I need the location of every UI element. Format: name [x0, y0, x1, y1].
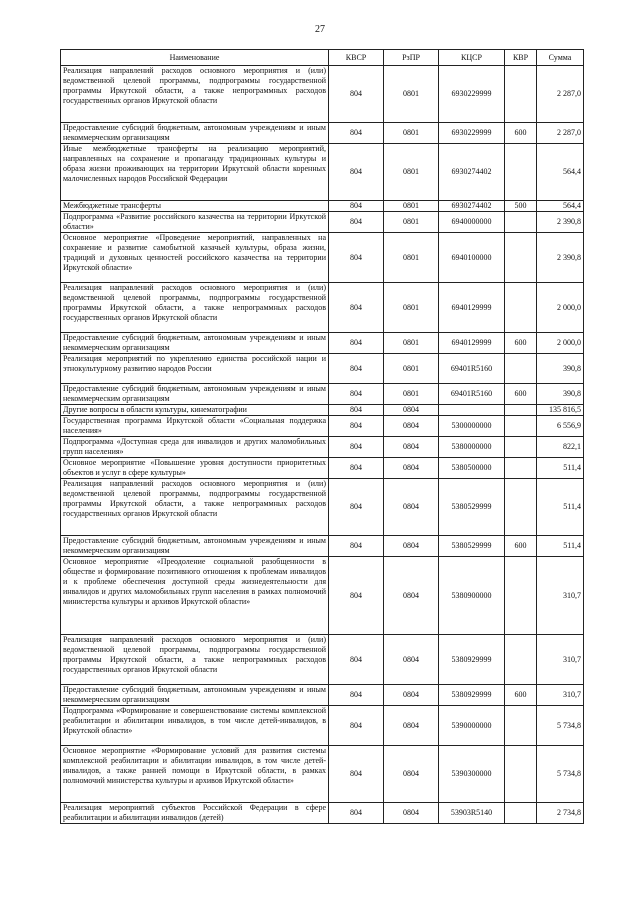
cell-name: Реализация направлений расходов основного мероприятия и (или) ведомственной целевой программы, подпрограммы государственной программы Иркутской области, а также непрограммных расходов государственных органов Иркутской области [61, 479, 329, 536]
cell-kcsr: 5380929999 [439, 635, 505, 685]
cell-kvr [505, 458, 537, 479]
table-row [61, 706, 584, 746]
table-row [61, 685, 584, 706]
cell-name: Реализация направлений расходов основного мероприятия и (или) ведомственной целевой программы, подпрограммы государственной программы Иркутской области, а также непрограммных расходов государственных органов Иркутской области [61, 283, 329, 333]
cell-kvsr: 804 [329, 557, 384, 635]
cell-kcsr: 6940129999 [439, 283, 505, 333]
table-row [61, 212, 584, 233]
cell-kcsr: 53903R5140 [439, 803, 505, 824]
cell-sum: 310,7 [537, 557, 584, 635]
cell-sum: 822,1 [537, 437, 584, 458]
cell-name: Предоставление субсидий бюджетным, автономным учреждениям и иным некоммерческим организациям [61, 333, 329, 354]
cell-kcsr: 5380529999 [439, 536, 505, 557]
table-row [61, 233, 584, 283]
cell-sum: 2 390,8 [537, 212, 584, 233]
table-row [61, 384, 584, 405]
cell-kcsr: 5380529999 [439, 479, 505, 536]
cell-sum: 390,8 [537, 384, 584, 405]
cell-kcsr: 5380929999 [439, 685, 505, 706]
cell-kcsr: 5390300000 [439, 746, 505, 803]
table-row [61, 416, 584, 437]
cell-name: Другие вопросы в области культуры, кинематографии [61, 405, 329, 416]
cell-kcsr: 6930229999 [439, 123, 505, 144]
cell-rzpr: 0801 [384, 233, 439, 283]
cell-name: Предоставление субсидий бюджетным, автономным учреждениям и иным некоммерческим организациям [61, 685, 329, 706]
cell-kcsr: 5380000000 [439, 437, 505, 458]
cell-name: Подпрограмма «Доступная среда для инвалидов и других маломобильных групп населения» [61, 437, 329, 458]
cell-rzpr: 0804 [384, 557, 439, 635]
cell-kvr: 600 [505, 536, 537, 557]
cell-sum: 2 000,0 [537, 333, 584, 354]
cell-kvr: 500 [505, 201, 537, 212]
cell-kcsr: 69401R5160 [439, 354, 505, 384]
cell-rzpr: 0801 [384, 384, 439, 405]
cell-rzpr: 0801 [384, 283, 439, 333]
table-row [61, 354, 584, 384]
cell-kvsr: 804 [329, 536, 384, 557]
cell-sum: 511,4 [537, 536, 584, 557]
cell-kcsr: 6930274402 [439, 144, 505, 201]
cell-sum: 5 734,8 [537, 706, 584, 746]
table-row [61, 746, 584, 803]
table-row [61, 283, 584, 333]
cell-sum: 511,4 [537, 458, 584, 479]
cell-rzpr: 0804 [384, 458, 439, 479]
cell-kvsr: 804 [329, 233, 384, 283]
cell-kcsr: 6930274402 [439, 201, 505, 212]
cell-sum: 2 287,0 [537, 66, 584, 123]
cell-sum: 2 000,0 [537, 283, 584, 333]
table-row [61, 144, 584, 201]
cell-rzpr: 0804 [384, 803, 439, 824]
cell-name: Реализация направлений расходов основного мероприятия и (или) ведомственной целевой программы, подпрограммы государственной программы Иркутской области, а также непрограммных расходов государственных органов Иркутской области [61, 635, 329, 685]
cell-kvr: 600 [505, 333, 537, 354]
header-kcsr: КЦСР [439, 50, 505, 66]
cell-kcsr: 6940129999 [439, 333, 505, 354]
table-row [61, 479, 584, 536]
table-row [61, 405, 584, 416]
cell-sum: 6 556,9 [537, 416, 584, 437]
cell-rzpr: 0801 [384, 201, 439, 212]
table-row [61, 437, 584, 458]
cell-kvr: 600 [505, 685, 537, 706]
cell-name: Основное мероприятие «Формирование условий для развития системы комплексной реабилитации и абилитации инвалидов, в том числе детей-инвалидов, а также ранней помощи в Иркутской области, в рамках полномочий министерства культуры и архивов Иркутской области» [61, 746, 329, 803]
cell-sum: 390,8 [537, 354, 584, 384]
cell-rzpr: 0804 [384, 416, 439, 437]
cell-rzpr: 0801 [384, 144, 439, 201]
cell-rzpr: 0801 [384, 123, 439, 144]
cell-rzpr: 0804 [384, 536, 439, 557]
cell-name: Реализация мероприятий субъектов Российской Федерации в сфере реабилитации и абилитации инвалидов (детей) [61, 803, 329, 824]
cell-kvsr: 804 [329, 144, 384, 201]
cell-kvsr: 804 [329, 746, 384, 803]
cell-kvsr: 804 [329, 283, 384, 333]
header-sum: Сумма [537, 50, 584, 66]
cell-rzpr: 0801 [384, 66, 439, 123]
budget-table [60, 49, 584, 824]
cell-kcsr [439, 405, 505, 416]
cell-kcsr: 5380500000 [439, 458, 505, 479]
cell-kvr [505, 212, 537, 233]
cell-name: Подпрограмма «Формирование и совершенствование системы комплексной реабилитации и абилитации инвалидов, в том числе детей-инвалидов, в Иркутской области» [61, 706, 329, 746]
page-number: 27 [315, 24, 325, 35]
cell-kvsr: 804 [329, 66, 384, 123]
cell-kvsr: 804 [329, 706, 384, 746]
cell-kvsr: 804 [329, 685, 384, 706]
cell-kvr [505, 416, 537, 437]
cell-kvr [505, 746, 537, 803]
cell-sum: 310,7 [537, 685, 584, 706]
table-body [61, 66, 584, 824]
cell-kvr [505, 233, 537, 283]
cell-kvsr: 804 [329, 479, 384, 536]
cell-rzpr: 0804 [384, 479, 439, 536]
cell-kvsr: 804 [329, 458, 384, 479]
table-row [61, 635, 584, 685]
cell-name: Предоставление субсидий бюджетным, автономным учреждениям и иным некоммерческим организациям [61, 123, 329, 144]
cell-name: Основное мероприятие «Преодоление социальной разобщенности в обществе и формирование позитивного отношения к проблемам инвалидов и к проблеме обеспечения доступной среды жизнедеятельности для инвалидов и других маломобильных групп населения в рамках полномочий министерства культуры и архивов Иркутской области» [61, 557, 329, 635]
cell-sum: 511,4 [537, 479, 584, 536]
cell-sum: 564,4 [537, 201, 584, 212]
cell-kvsr: 804 [329, 437, 384, 458]
cell-name: Реализация направлений расходов основного мероприятия и (или) ведомственной целевой программы, подпрограммы государственной программы Иркутской области, а также непрограммных расходов государственных органов Иркутской области [61, 66, 329, 123]
header-kvr: КВР [505, 50, 537, 66]
cell-kvsr: 804 [329, 416, 384, 437]
cell-sum: 2 734,8 [537, 803, 584, 824]
cell-rzpr: 0801 [384, 333, 439, 354]
cell-rzpr: 0804 [384, 437, 439, 458]
cell-sum: 2 390,8 [537, 233, 584, 283]
cell-kcsr: 69401R5160 [439, 384, 505, 405]
cell-name: Реализация мероприятий по укреплению единства российской нации и этнокультурному развитию народов России [61, 354, 329, 384]
cell-rzpr: 0804 [384, 635, 439, 685]
cell-name: Основное мероприятие «Повышение уровня доступности приоритетных объектов и услуг в сфере культуры» [61, 458, 329, 479]
cell-kvr [505, 803, 537, 824]
cell-kvr: 600 [505, 384, 537, 405]
cell-kvr: 600 [505, 123, 537, 144]
cell-rzpr: 0801 [384, 354, 439, 384]
cell-kvsr: 804 [329, 803, 384, 824]
cell-rzpr: 0804 [384, 706, 439, 746]
table-row [61, 123, 584, 144]
cell-kvr [505, 479, 537, 536]
table-header-row [61, 50, 584, 66]
cell-kcsr: 6940000000 [439, 212, 505, 233]
cell-kvsr: 804 [329, 384, 384, 405]
cell-kcsr: 6930229999 [439, 66, 505, 123]
cell-name: Государственная программа Иркутской области «Социальная поддержка населения» [61, 416, 329, 437]
cell-kvr [505, 144, 537, 201]
cell-kcsr: 5380900000 [439, 557, 505, 635]
cell-name: Основное мероприятие «Проведение мероприятий, направленных на сохранение и развитие самобытной казачьей культуры, образа жизни, традиций и духовных ценностей российского казачества на территории Иркутской области» [61, 233, 329, 283]
cell-kcsr: 5300000000 [439, 416, 505, 437]
cell-name: Подпрограмма «Развитие российского казачества на территории Иркутской области» [61, 212, 329, 233]
cell-sum: 5 734,8 [537, 746, 584, 803]
cell-kvr [505, 635, 537, 685]
table-row [61, 201, 584, 212]
cell-kvsr: 804 [329, 123, 384, 144]
cell-kvsr: 804 [329, 354, 384, 384]
table-row [61, 557, 584, 635]
cell-kcsr: 5390000000 [439, 706, 505, 746]
cell-kvr [505, 66, 537, 123]
table-row [61, 333, 584, 354]
header-kvsr: КВСР [329, 50, 384, 66]
cell-kvr [505, 354, 537, 384]
cell-kvsr: 804 [329, 201, 384, 212]
table-row [61, 536, 584, 557]
cell-sum: 135 816,5 [537, 405, 584, 416]
cell-rzpr: 0804 [384, 746, 439, 803]
cell-name: Межбюджетные трансферты [61, 201, 329, 212]
table-row [61, 66, 584, 123]
cell-rzpr: 0804 [384, 685, 439, 706]
cell-sum: 2 287,0 [537, 123, 584, 144]
cell-name: Предоставление субсидий бюджетным, автономным учреждениям и иным некоммерческим организациям [61, 384, 329, 405]
cell-kvr [505, 405, 537, 416]
cell-sum: 564,4 [537, 144, 584, 201]
cell-name: Предоставление субсидий бюджетным, автономным учреждениям и иным некоммерческим организациям [61, 536, 329, 557]
cell-kvr [505, 557, 537, 635]
table-row [61, 458, 584, 479]
cell-rzpr: 0804 [384, 405, 439, 416]
cell-sum: 310,7 [537, 635, 584, 685]
table-row [61, 803, 584, 824]
cell-kvsr: 804 [329, 333, 384, 354]
cell-rzpr: 0801 [384, 212, 439, 233]
header-name: Наименование [61, 50, 329, 66]
cell-kvr [505, 706, 537, 746]
cell-kvsr: 804 [329, 405, 384, 416]
cell-kvr [505, 437, 537, 458]
cell-kcsr: 6940100000 [439, 233, 505, 283]
cell-name: Иные межбюджетные трансферты на реализацию мероприятий, направленных на сохранение и пропаганду традиционных культуры и образа жизни проживающих на территории Иркутской области коренных малочисленных народов Российской Федерации [61, 144, 329, 201]
cell-kvr [505, 283, 537, 333]
cell-kvsr: 804 [329, 635, 384, 685]
header-rzpr: РзПР [384, 50, 439, 66]
cell-kvsr: 804 [329, 212, 384, 233]
